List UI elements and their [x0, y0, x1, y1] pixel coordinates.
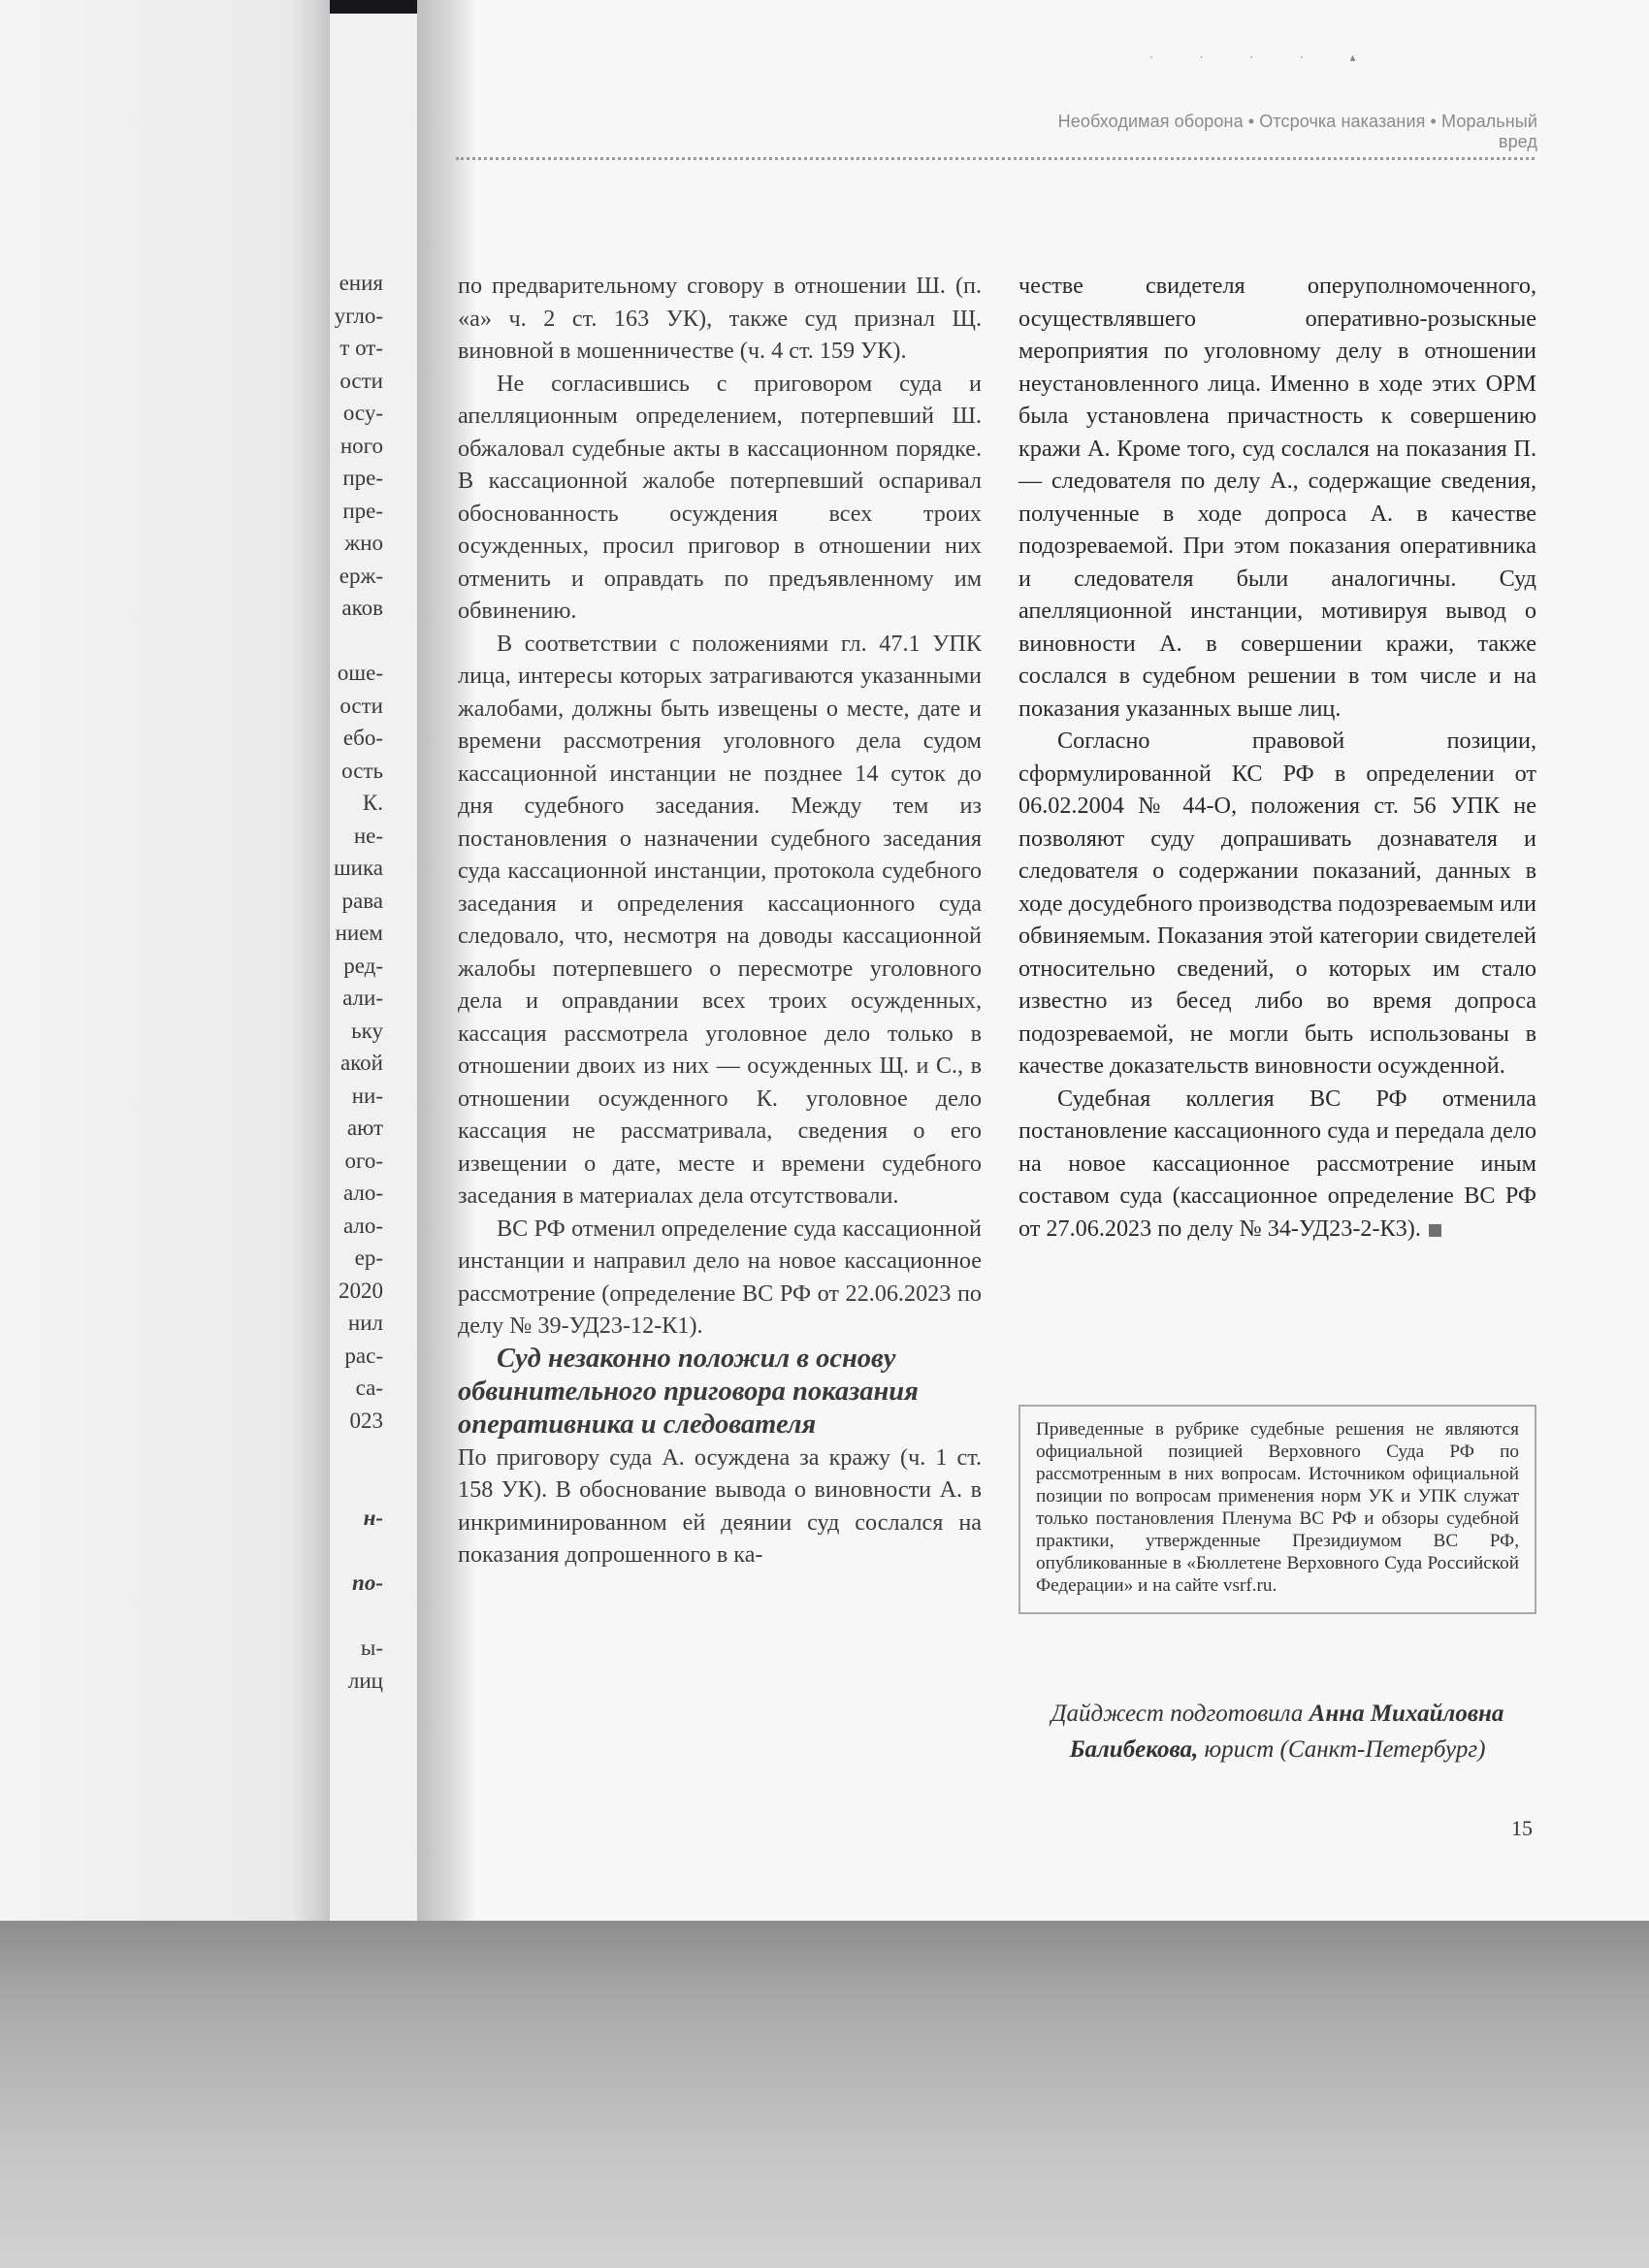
end-mark-square-icon — [1429, 1224, 1441, 1237]
left-page-fragment: угло- — [334, 303, 383, 328]
left-page-fragment: не- — [353, 823, 383, 848]
left-page-fragment: ред- — [343, 953, 383, 978]
left-page-fragment: ают — [346, 1116, 383, 1140]
disclaimer-box: Приведенные в рубрике судебные решения не являются официальной позицией Верховного Суда РФ по рассмотренным в них вопросам. Источником официальной позиции по вопросам применения норм УК и УПК служат только постановления Пленума ВС РФ и обзоры судебной практики, утвержденные Президиумом ВС РФ, опубликованные в «Бюллетене Верховного Суда Российской Федерации» и на сайте vsrf.ru. — [1018, 1405, 1536, 1614]
paragraph: по предварительному сговору в отношении Ш. (п. «а» ч. 2 ст. 163 УК), также суд признал Щ. виновной в мошенничестве (ч. 4 ст. 159 УК). — [458, 273, 982, 364]
left-page-fragment: оше- — [337, 661, 383, 685]
paragraph: Не согласившись с приговором суда и апелляционным определением, потерпевший Ш. обжаловал судебные акты в кассационном порядке. В кассационной жалобе потерпевший оспаривал обоснованность осуждения всех троих осужденных, просил приговор в отношении них отменить и оправдать по предъявленному им обвинению. — [458, 370, 982, 624]
left-page-fragment: 023 — [349, 1408, 383, 1433]
left-page-fragment: ало- — [342, 1181, 383, 1205]
left-page-fragment: аков — [341, 596, 383, 620]
left-page-fragment: ало- — [342, 1213, 383, 1238]
left-page-fragment: ения — [339, 271, 383, 295]
digest-credit — [1018, 1696, 1536, 1767]
left-page-fragment: лиц — [347, 1668, 383, 1693]
left-page-fragment: ы- — [360, 1636, 383, 1660]
column-right — [1018, 270, 1536, 1245]
running-header: Необходимая оборона • Отсрочка наказания • Моральный вред — [1057, 112, 1537, 151]
left-page-fragment: пре- — [342, 498, 383, 523]
left-page-fragment: ость — [341, 758, 383, 783]
left-page-fragment: жно — [344, 531, 383, 555]
left-page-area — [0, 0, 330, 1921]
left-page-fragment: са- — [355, 1376, 383, 1400]
paragraph: честве свидетеля оперуполномоченного, осуществлявшего оперативно-розыскные мероприятия по уголовному делу в отношении неустановленного лица. Именно в ходе этих ОРМ была установлена причастность к совершению кражи А. Кроме того, суд сослался на показания П. — следователя по делу А., содержащие сведения, полученные в ходе допроса А. в качестве подозреваемой. При этом показания оперативника и следователя были аналогичны. Суд апелляционной инстанции, мотивируя вывод о виновности А. в совершении кражи, также сослался в судебном решении в том числе и на показания указанных выше лиц. — [1018, 273, 1536, 722]
page-number: 15 — [1511, 1816, 1533, 1840]
left-page-fragment: нием — [335, 921, 383, 945]
paragraph: По приговору суда А. осуждена за кражу (ч. 1 ст. 158 УК). В обоснование вывода о виновности А. в инкриминированном ей деянии суд сослался на показания допрошенного в ка- — [458, 1443, 982, 1568]
left-page-fragment: 2020 — [339, 1278, 383, 1303]
paragraph: Согласно правовой позиции, сформулированной КС РФ в определении от 06.02.2004 № 44-О, положения ст. 56 УПК не позволяют суду допрашивать дознавателя и следователя о содержании показаний, данных в ходе досудебного производства подозреваемым или обвиняемым. Показания этой категории свидетелей относительно сведений, о которых им стало известно из бесед либо во время допроса подозреваемой, не могли быть использованы в качестве доказательств виновности осужденной. — [1018, 728, 1536, 1079]
left-page-fragment: по- — [352, 1571, 383, 1595]
left-page-fragment: ного — [340, 433, 383, 458]
left-page-fragment: шика — [333, 856, 383, 880]
left-page-fragment: ер- — [354, 1246, 383, 1270]
left-page-fragment: К. — [362, 791, 383, 815]
paragraph-text: Судебная коллегия ВС РФ отменила постановление кассационного суда и передала дело на новое кассационное рассмотрение иным составом суда (кассационное определение ВС РФ от 27.06.2023 по делу № 34-УД23-2-К3). — [1018, 1085, 1536, 1242]
left-page-fragment: ости — [340, 693, 383, 718]
paragraph: ВС РФ отменил определение суда кассационной инстанции и направил дело на новое кассационное рассмотрение (определение ВС РФ от 22.06.2023 по делу № 39-УД23-12-К1). — [458, 1215, 982, 1339]
left-page-fragment: рава — [341, 888, 383, 913]
left-page-fragment: али- — [342, 986, 383, 1010]
left-page-fragment: ого- — [344, 1148, 383, 1173]
left-page-fragment: акой — [340, 1051, 383, 1075]
paragraph — [1018, 1083, 1536, 1246]
left-page-fragment: ости — [340, 368, 383, 393]
digest-prefix: Дайджест подготовила — [1051, 1701, 1304, 1727]
left-page-fragment: ерж- — [339, 563, 383, 588]
paragraph: В соответствии с положениями гл. 47.1 УПК лица, интересы которых затрагиваются указанными жалобами, должны быть извещены о месте, дате и времени рассмотрения уголовного дела судом кассационной инстанции не позднее 14 суток до дня судебного заседания. Между тем из постановления о назначении судебного заседания суда кассационной инстанции, протокола судебного заседания и определения кассационного суда следовало, что, несмотря на доводы кассационной жалобы потерпевшего о пересмотре уголовного дела и оправдании всех троих осужденных, кассация рассмотрела уголовное дело только в отношении двоих из них — осужденных Щ. и С., в отношении осужденного К. уголовное дело кассация не рассматривала, сведения о его извещении о дате, месте и времени судебного заседания в материалах дела отсутствовали. — [458, 630, 982, 1209]
left-page-fragment: нил — [347, 1311, 383, 1335]
left-page-fragment: пре- — [342, 466, 383, 490]
print-marks: · · · · ▴ — [1149, 50, 1377, 64]
header-divider — [456, 157, 1535, 160]
section-heading: Суд незаконно положил в основу обвинительного приговора показания оперативника и следователя — [458, 1343, 919, 1440]
digest-author: Анна Михайловна Балибекова, — [1069, 1701, 1504, 1763]
left-page-fragment: осу- — [342, 401, 383, 425]
left-page-fragment: ьку — [351, 1018, 383, 1043]
scan-bottom-shadow — [0, 1921, 1649, 2268]
left-page-text-fragments — [325, 267, 383, 1819]
left-page-fragment: т от- — [340, 336, 383, 360]
digest-suffix: юрист (Санкт-Петербург) — [1204, 1736, 1486, 1763]
left-page-fragment: ебо- — [342, 726, 383, 750]
left-page-fragment: ни- — [351, 1083, 383, 1108]
column-left — [458, 270, 982, 1571]
left-page-fragment: рас- — [344, 1343, 383, 1368]
left-page-fragment: н- — [363, 1506, 383, 1530]
